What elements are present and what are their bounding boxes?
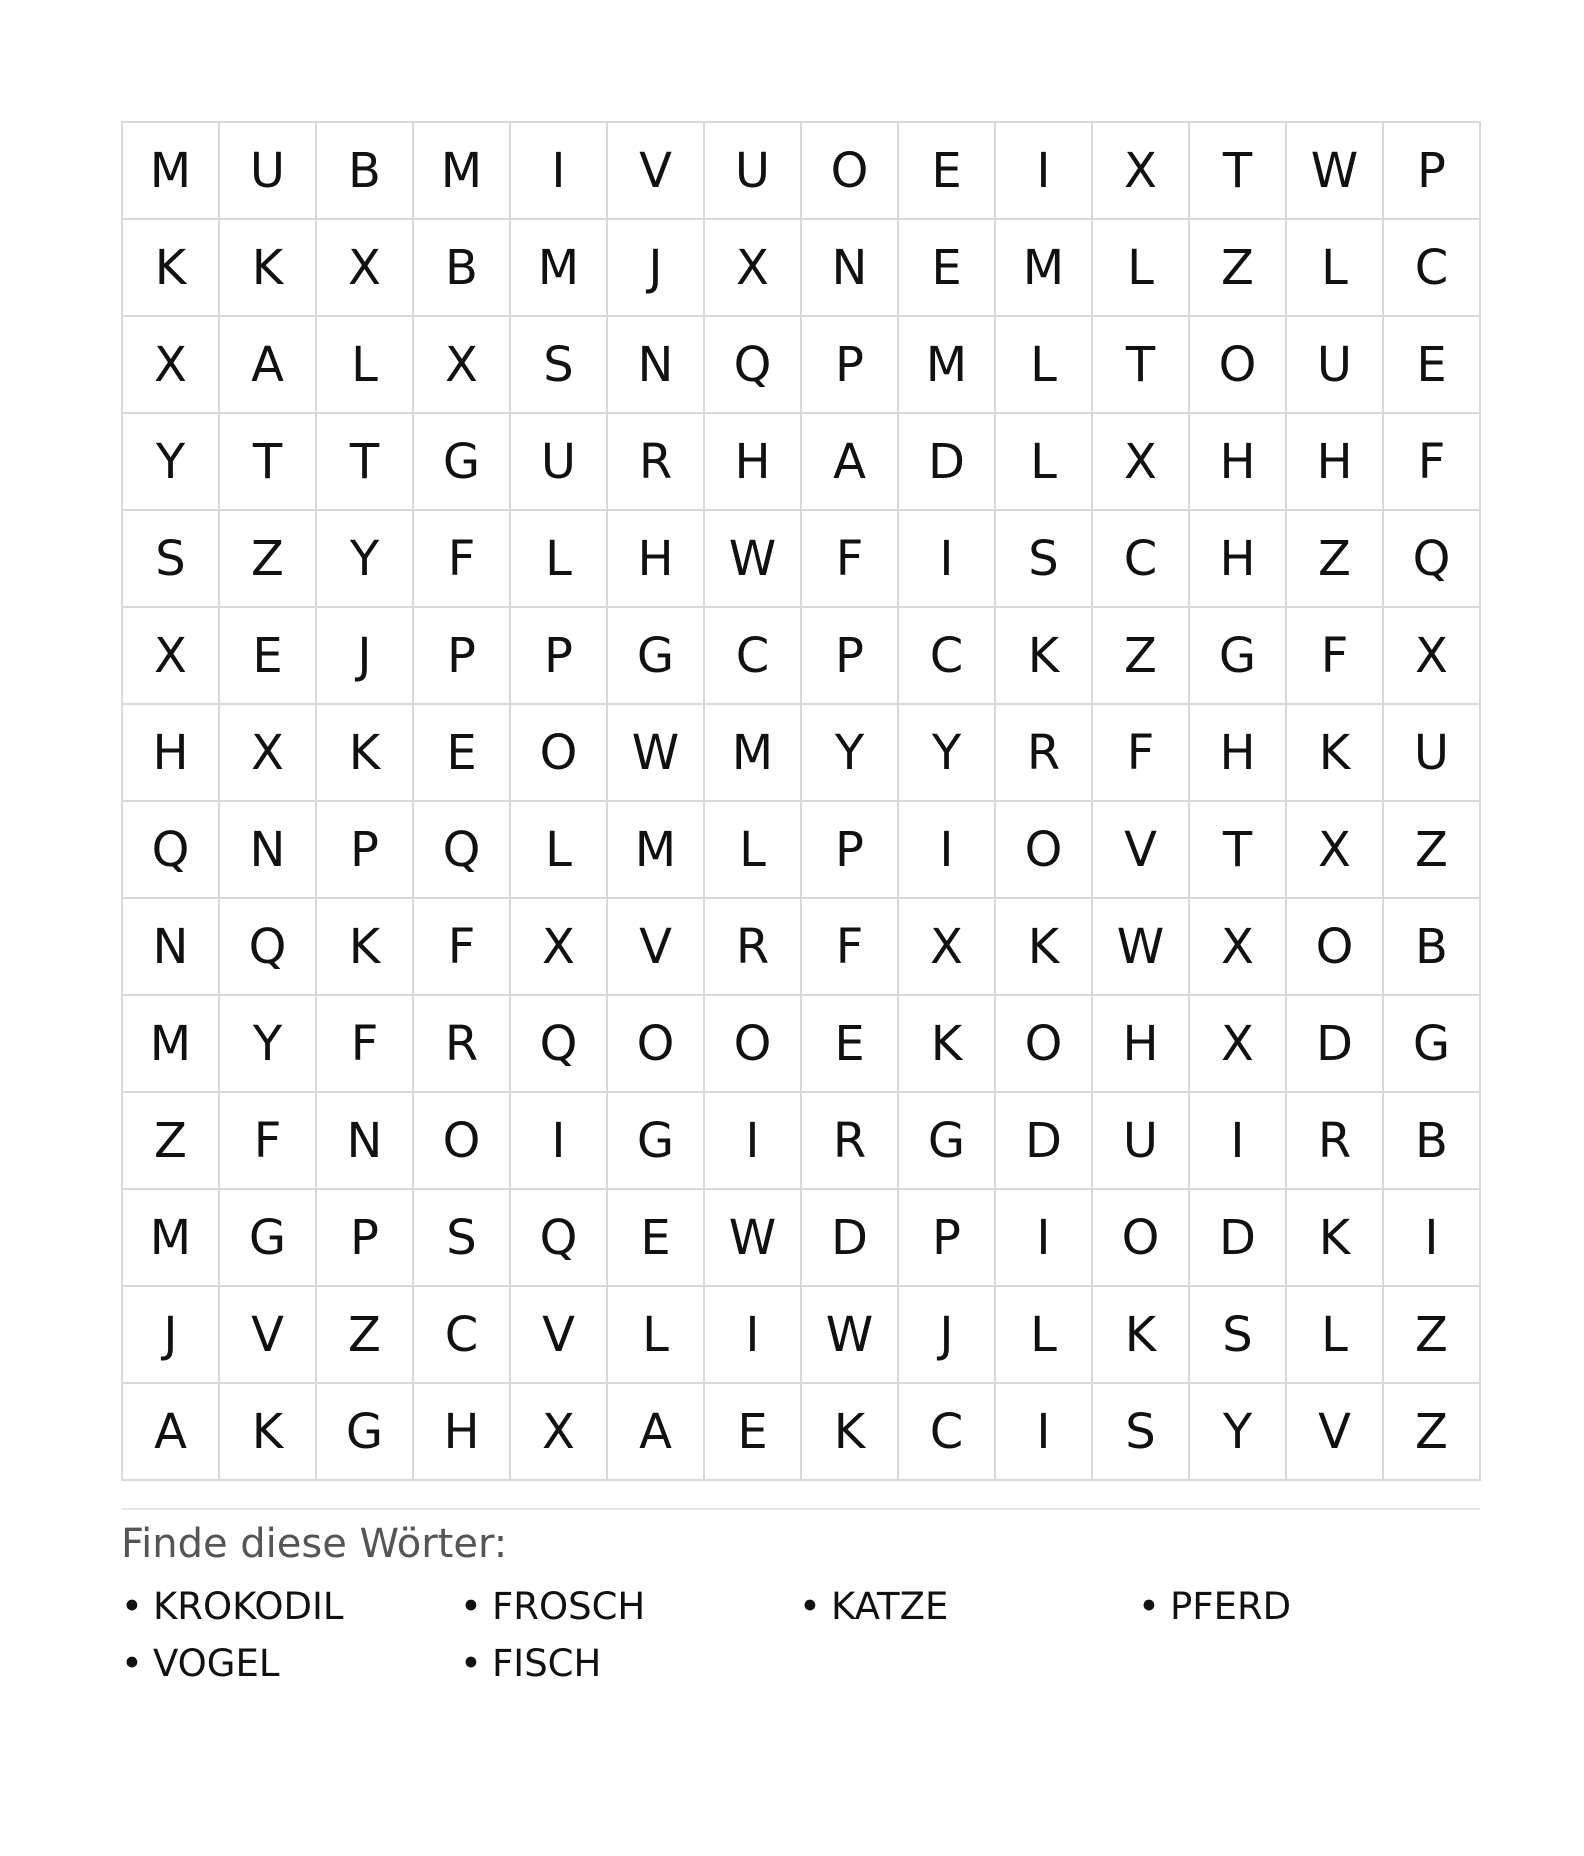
grid-cell[interactable]: S [123,511,220,608]
grid-cell[interactable]: O [1287,899,1384,996]
grid-cell[interactable]: O [705,996,802,1093]
grid-cell[interactable]: F [317,996,414,1093]
word-label: FISCH [492,1642,602,1685]
word-label: VOGEL [153,1642,280,1685]
grid-cell[interactable]: N [123,899,220,996]
grid-cell[interactable]: O [414,1093,511,1190]
grid-cell[interactable]: N [317,1093,414,1190]
grid-cell[interactable]: H [1287,414,1384,511]
grid-cell[interactable]: M [414,123,511,220]
grid-cell[interactable]: I [1190,1093,1287,1190]
grid-cell[interactable]: P [511,608,608,705]
grid-cell[interactable]: T [1093,317,1190,414]
grid-cell[interactable]: Q [1384,511,1481,608]
grid-cell[interactable]: Z [1384,802,1481,899]
grid-cell[interactable]: D [899,414,996,511]
grid-cell[interactable]: E [899,220,996,317]
grid-cell[interactable]: Q [511,1190,608,1287]
word-label: KATZE [831,1585,949,1628]
grid-cell[interactable]: K [317,899,414,996]
grid-cell[interactable]: L [996,414,1093,511]
word-label: KROKODIL [153,1585,344,1628]
grid-cell[interactable]: K [1287,1190,1384,1287]
grid-cell[interactable]: L [511,802,608,899]
grid-cell[interactable]: F [802,899,899,996]
grid-cell[interactable]: R [996,705,1093,802]
grid-cell[interactable]: Z [1190,220,1287,317]
word-item [460,1635,799,1692]
grid-cell[interactable]: D [802,1190,899,1287]
grid-cell[interactable]: Z [1093,608,1190,705]
bullet-icon: • [460,1585,482,1628]
grid-cell[interactable]: S [1093,1384,1190,1481]
grid-cell[interactable]: H [123,705,220,802]
grid-cell[interactable]: C [1384,220,1481,317]
grid-cell[interactable]: M [123,1190,220,1287]
grid-cell[interactable]: K [1287,705,1384,802]
grid-cell[interactable]: C [899,1384,996,1481]
grid-cell[interactable]: V [1093,802,1190,899]
grid-cell[interactable]: L [511,511,608,608]
grid-cell[interactable]: Y [1190,1384,1287,1481]
grid-cell[interactable]: M [511,220,608,317]
grid-cell[interactable]: T [220,414,317,511]
grid-cell[interactable]: A [123,1384,220,1481]
grid-cell[interactable]: Y [123,414,220,511]
grid-cell[interactable]: A [802,414,899,511]
grid-cell[interactable]: R [802,1093,899,1190]
grid-cell[interactable]: W [1287,123,1384,220]
grid-cell[interactable]: R [1287,1093,1384,1190]
grid-cell[interactable]: E [1384,317,1481,414]
grid-cell[interactable]: T [317,414,414,511]
grid-cell[interactable]: X [899,899,996,996]
grid-cell[interactable]: X [414,317,511,414]
grid-cell[interactable]: Z [317,1287,414,1384]
grid-cell[interactable]: I [511,1093,608,1190]
grid-cell[interactable]: X [511,1384,608,1481]
grid-cell[interactable]: X [123,317,220,414]
grid-cell[interactable]: A [220,317,317,414]
grid-cell[interactable]: R [705,899,802,996]
grid-cell[interactable]: L [1093,220,1190,317]
grid-cell[interactable]: D [1287,996,1384,1093]
grid-cell[interactable]: G [414,414,511,511]
grid-cell[interactable]: E [705,1384,802,1481]
grid-cell[interactable]: C [899,608,996,705]
grid-cell[interactable]: L [996,1287,1093,1384]
grid-cell[interactable]: K [1093,1287,1190,1384]
word-item [799,1578,1138,1635]
bullet-icon: • [460,1642,482,1685]
grid-cell[interactable]: Z [1384,1287,1481,1384]
grid-cell[interactable]: V [608,123,705,220]
grid-cell[interactable]: W [705,511,802,608]
grid-cell[interactable]: H [1190,414,1287,511]
grid-cell[interactable]: B [414,220,511,317]
grid-cell[interactable]: P [899,1190,996,1287]
grid-cell[interactable]: K [996,899,1093,996]
grid-cell[interactable]: K [317,705,414,802]
grid-cell[interactable]: L [317,317,414,414]
grid-cell[interactable]: P [414,608,511,705]
grid-cell[interactable]: I [996,1384,1093,1481]
grid-cell[interactable]: K [220,1384,317,1481]
grid-cell[interactable]: Z [123,1093,220,1190]
grid-cell[interactable]: W [705,1190,802,1287]
grid-cell[interactable]: Z [220,511,317,608]
grid-cell[interactable]: X [220,705,317,802]
grid-cell[interactable]: O [1190,317,1287,414]
word-item [121,1578,460,1635]
grid-cell[interactable]: V [220,1287,317,1384]
grid-cell[interactable]: I [1384,1190,1481,1287]
grid-cell[interactable]: L [996,317,1093,414]
grid-cell[interactable]: V [608,899,705,996]
grid-cell[interactable]: P [802,802,899,899]
grid-cell[interactable]: I [899,511,996,608]
grid-cell[interactable]: U [220,123,317,220]
grid-cell[interactable]: Q [414,802,511,899]
grid-cell[interactable]: K [220,220,317,317]
grid-cell[interactable]: H [1190,705,1287,802]
grid-cell[interactable]: F [414,899,511,996]
grid-cell[interactable]: J [608,220,705,317]
grid-cell[interactable]: R [414,996,511,1093]
word-item [1138,1578,1477,1635]
grid-cell[interactable]: G [317,1384,414,1481]
grid-cell[interactable]: I [996,1190,1093,1287]
grid-cell[interactable]: X [705,220,802,317]
grid-cell[interactable]: O [996,802,1093,899]
grid-cell[interactable]: Y [220,996,317,1093]
grid-cell[interactable]: Q [123,802,220,899]
grid-cell[interactable]: J [899,1287,996,1384]
grid-cell[interactable]: Y [802,705,899,802]
grid-cell[interactable]: V [1287,1384,1384,1481]
grid-cell[interactable]: W [608,705,705,802]
grid-cell[interactable]: H [1190,511,1287,608]
grid-cell[interactable]: L [1287,220,1384,317]
bullet-icon: • [121,1585,143,1628]
grid-cell[interactable]: U [511,414,608,511]
grid-cell[interactable]: P [802,317,899,414]
grid-cell[interactable]: E [899,123,996,220]
grid-cell[interactable]: Z [1384,1384,1481,1481]
grid-cell[interactable]: K [123,220,220,317]
grid-cell[interactable]: M [996,220,1093,317]
grid-cell[interactable]: F [1384,414,1481,511]
grid-cell[interactable]: O [802,123,899,220]
grid-cell[interactable]: Z [1287,511,1384,608]
grid-cell[interactable]: X [317,220,414,317]
grid-cell[interactable]: X [1384,608,1481,705]
grid-cell[interactable]: K [899,996,996,1093]
grid-cell[interactable]: I [705,1093,802,1190]
grid-cell[interactable]: M [608,802,705,899]
grid-cell[interactable]: L [1287,1287,1384,1384]
grid-cell[interactable]: X [1093,414,1190,511]
grid-cell[interactable]: I [705,1287,802,1384]
grid-cell[interactable]: C [705,608,802,705]
grid-cell[interactable]: S [511,317,608,414]
grid-cell[interactable]: M [123,123,220,220]
grid-cell[interactable]: B [1384,1093,1481,1190]
grid-cell[interactable]: M [899,317,996,414]
grid-cell[interactable]: U [1093,1093,1190,1190]
word-label: FROSCH [492,1585,646,1628]
grid-cell[interactable]: W [802,1287,899,1384]
grid-cell[interactable]: L [608,1287,705,1384]
grid-cell[interactable]: O [1093,1190,1190,1287]
grid-cell[interactable]: Q [220,899,317,996]
word-list-heading: Finde diese Wörter: [121,1521,508,1567]
grid-cell[interactable]: P [1384,123,1481,220]
grid-cell[interactable]: P [317,1190,414,1287]
grid-cell[interactable]: O [608,996,705,1093]
grid-cell[interactable]: H [414,1384,511,1481]
grid-cell[interactable]: Y [317,511,414,608]
grid-cell[interactable]: E [802,996,899,1093]
grid-cell[interactable]: A [608,1384,705,1481]
grid-cell[interactable]: N [220,802,317,899]
grid-cell[interactable]: H [1093,996,1190,1093]
grid-cell[interactable]: F [802,511,899,608]
grid-cell[interactable]: X [1093,123,1190,220]
grid-cell[interactable]: N [608,317,705,414]
word-search-puzzle [121,121,1480,1481]
grid-cell[interactable]: F [1093,705,1190,802]
grid-cell[interactable]: P [317,802,414,899]
grid-cell[interactable]: O [996,996,1093,1093]
grid-cell[interactable]: M [705,705,802,802]
grid-cell[interactable]: H [608,511,705,608]
grid-cell[interactable]: C [1093,511,1190,608]
grid-cell[interactable]: T [1190,123,1287,220]
grid-cell[interactable]: Y [899,705,996,802]
grid-cell[interactable]: F [1287,608,1384,705]
grid-cell[interactable]: E [608,1190,705,1287]
grid-cell[interactable]: I [511,123,608,220]
grid-cell[interactable]: G [220,1190,317,1287]
grid-cell[interactable]: G [899,1093,996,1190]
grid-cell[interactable]: G [608,608,705,705]
grid-cell[interactable]: B [317,123,414,220]
grid-cell[interactable]: V [511,1287,608,1384]
grid-cell[interactable]: H [705,414,802,511]
grid-cell[interactable]: X [1287,802,1384,899]
grid-cell[interactable]: D [1190,1190,1287,1287]
grid-cell[interactable]: E [220,608,317,705]
grid-cell[interactable]: X [1190,996,1287,1093]
grid-cell[interactable]: J [317,608,414,705]
grid-cell[interactable]: W [1093,899,1190,996]
grid-cell[interactable]: J [123,1287,220,1384]
grid-cell[interactable]: F [220,1093,317,1190]
word-list-section [121,1510,1480,1692]
bullet-icon: • [121,1642,143,1685]
letter-grid [121,121,1481,1481]
grid-cell[interactable]: S [414,1190,511,1287]
grid-cell[interactable]: I [996,123,1093,220]
grid-cell[interactable]: R [608,414,705,511]
grid-cell[interactable]: K [996,608,1093,705]
grid-cell[interactable]: G [1190,608,1287,705]
grid-cell[interactable]: B [1384,899,1481,996]
grid-cell[interactable]: Q [705,317,802,414]
bullet-icon: • [799,1585,821,1628]
grid-cell[interactable]: I [899,802,996,899]
grid-cell[interactable]: M [123,996,220,1093]
grid-cell[interactable]: E [414,705,511,802]
bullet-icon: • [1138,1585,1160,1628]
word-item [121,1635,460,1692]
grid-cell[interactable]: P [802,608,899,705]
grid-cell[interactable]: X [511,899,608,996]
grid-cell[interactable]: O [511,705,608,802]
grid-cell[interactable]: U [705,123,802,220]
grid-cell[interactable]: F [414,511,511,608]
grid-cell[interactable]: S [1190,1287,1287,1384]
grid-cell[interactable]: Q [511,996,608,1093]
grid-cell[interactable]: U [1287,317,1384,414]
word-item [460,1578,799,1635]
grid-cell[interactable]: N [802,220,899,317]
grid-cell[interactable]: D [996,1093,1093,1190]
word-list [121,1578,1480,1692]
grid-cell[interactable]: C [414,1287,511,1384]
grid-cell[interactable]: S [996,511,1093,608]
grid-cell[interactable]: G [608,1093,705,1190]
grid-cell[interactable]: G [1384,996,1481,1093]
grid-cell[interactable]: K [802,1384,899,1481]
grid-cell[interactable]: L [705,802,802,899]
grid-cell[interactable]: X [1190,899,1287,996]
grid-cell[interactable]: T [1190,802,1287,899]
word-label: PFERD [1170,1585,1292,1628]
grid-cell[interactable]: X [123,608,220,705]
grid-cell[interactable]: U [1384,705,1481,802]
